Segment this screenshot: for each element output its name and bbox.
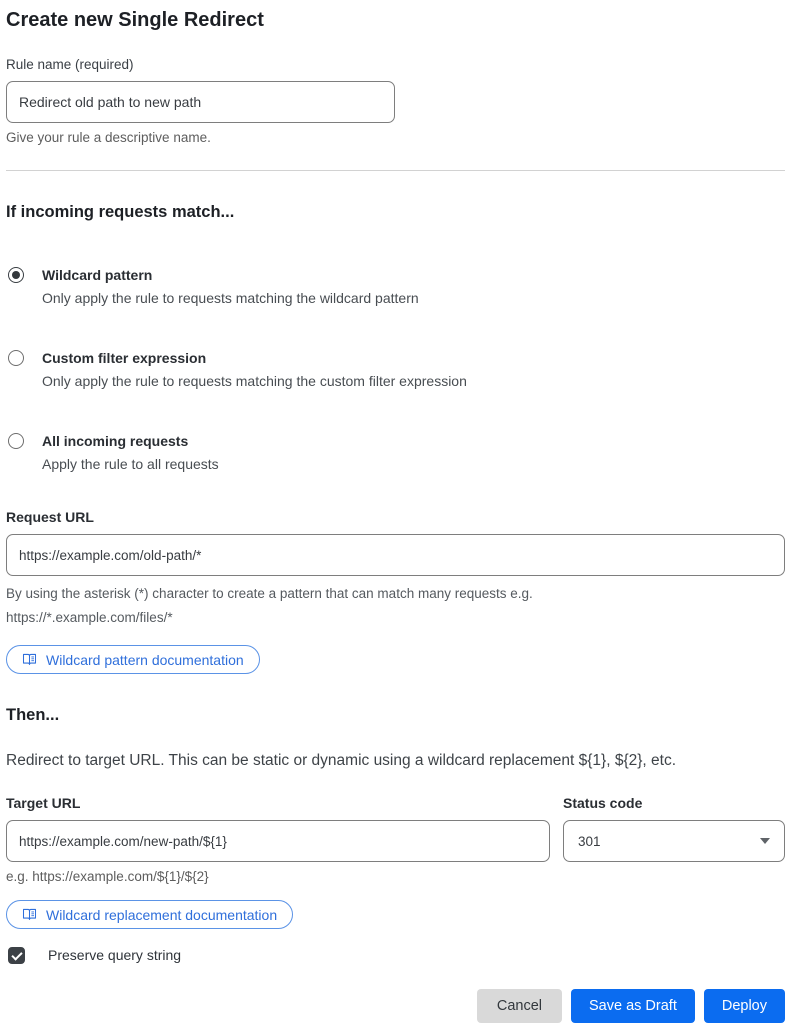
preserve-query-string-row[interactable] [6, 946, 785, 964]
target-url-help: e.g. https://example.com/${1}/${2} [6, 869, 209, 884]
radio-option-wildcard-pattern[interactable] [6, 265, 785, 308]
rule-name-label: Rule name (required) [6, 57, 134, 72]
create-single-redirect-form [6, 8, 785, 1023]
then-section-heading: Then... [6, 706, 60, 724]
form-actions [6, 989, 785, 1023]
cancel-button[interactable]: Cancel [477, 989, 562, 1023]
target-url-input[interactable] [6, 820, 550, 862]
radio-option-all-incoming-requests[interactable] [6, 431, 785, 474]
then-section-description: Redirect to target URL. This can be static or dynamic using a wildcard replacement ${1}, ${2}, etc. [6, 752, 677, 769]
section-divider [6, 170, 785, 171]
deploy-button[interactable]: Deploy [704, 989, 785, 1023]
status-code-value: 301 [578, 833, 601, 849]
status-code-select[interactable] [563, 820, 785, 862]
save-as-draft-button[interactable]: Save as Draft [571, 989, 695, 1023]
chevron-down-icon [760, 838, 770, 844]
match-section-heading: If incoming requests match... [6, 203, 235, 221]
radio-option-description: Only apply the rule to requests matching the custom filter expression [42, 373, 467, 389]
preserve-query-string-label: Preserve query string [48, 947, 182, 963]
book-icon [22, 907, 37, 922]
doc-button-label: Wildcard replacement documentation [46, 906, 278, 923]
radio-option-label: All incoming requests [42, 433, 189, 449]
book-icon [22, 652, 37, 667]
wildcard-replacement-documentation-button[interactable] [6, 900, 293, 929]
radio-button-icon[interactable] [8, 350, 24, 366]
rule-name-help: Give your rule a descriptive name. [6, 130, 211, 145]
radio-option-description: Apply the rule to all requests [42, 456, 219, 472]
rule-name-input[interactable] [6, 81, 395, 123]
match-type-radio-group [6, 265, 785, 474]
radio-option-label: Custom filter expression [42, 350, 207, 366]
wildcard-pattern-documentation-button[interactable] [6, 645, 260, 674]
radio-option-custom-filter-expression[interactable] [6, 348, 785, 391]
request-url-help-line1: By using the asterisk (*) character to create a pattern that can match many requests e.g. [6, 586, 533, 601]
request-url-help-line2: https://*.example.com/files/* [6, 610, 173, 625]
page-title: Create new Single Redirect [6, 9, 264, 31]
request-url-input[interactable] [6, 534, 785, 576]
request-url-label: Request URL [6, 509, 94, 525]
radio-option-label: Wildcard pattern [42, 267, 153, 283]
checkbox-icon[interactable] [8, 947, 25, 964]
target-url-label: Target URL [6, 795, 81, 811]
radio-button-icon[interactable] [8, 267, 24, 283]
radio-option-description: Only apply the rule to requests matching the wildcard pattern [42, 290, 419, 306]
radio-button-icon[interactable] [8, 433, 24, 449]
status-code-label: Status code [563, 795, 643, 811]
request-url-help [6, 582, 785, 630]
doc-button-label: Wildcard pattern documentation [46, 651, 244, 668]
